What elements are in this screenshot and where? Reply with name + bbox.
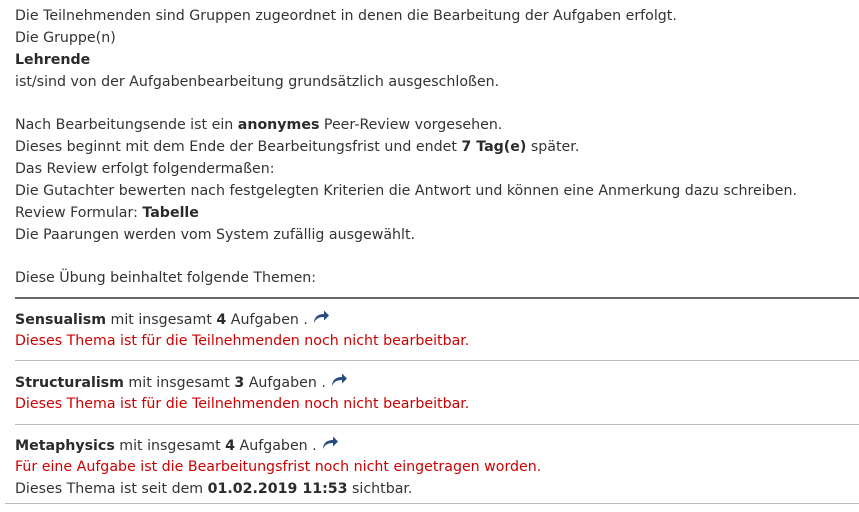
topic-task-count: 4: [216, 312, 227, 328]
topic-task-count: 3: [234, 375, 245, 391]
topic-name: Sensualism: [15, 312, 107, 328]
review-line-anonymous: Nach Bearbeitungsende ist ein anonymes Peer-Review vorgesehen.: [15, 117, 503, 133]
topic-visibility-metaphysics: Dieses Thema ist seit dem 01.02.2019 11:53 sichtbar.: [15, 481, 413, 497]
topic-row-structuralism: Structuralism mit insgesamt 3 Aufgaben .: [15, 372, 348, 393]
topic-status-sensualism: Dieses Thema ist für die Teilnehmenden noch nicht bearbeitbar.: [15, 333, 470, 349]
intro-line-group-label: Die Gruppe(n): [15, 30, 116, 46]
review-line-mode: Das Review erfolgt folgendermaßen:: [15, 161, 275, 177]
topic-status-structuralism: Dieses Thema ist für die Teilnehmenden noch nicht bearbeitbar.: [15, 396, 470, 412]
share-arrow-icon[interactable]: [312, 309, 330, 325]
intro-line-groups: Die Teilnehmenden sind Gruppen zugeordnet in denen die Bearbeitung der Aufgaben erfolgt.: [15, 8, 677, 24]
bottom-separator: [5, 503, 859, 504]
topics-divider: [15, 297, 859, 299]
review-line-criteria: Die Gutachter bewerten nach festgelegten Kriterien die Antwort und können eine Anmerkung dazu schreiben.: [15, 183, 797, 199]
excluded-group-name: Lehrende: [15, 52, 91, 68]
topic-status-metaphysics: Für eine Aufgabe ist die Bearbeitungsfrist noch nicht eingetragen worden.: [15, 459, 542, 475]
topic-row-sensualism: Sensualism mit insgesamt 4 Aufgaben .: [15, 309, 330, 330]
share-arrow-icon[interactable]: [330, 372, 348, 388]
review-line-pairing: Die Paarungen werden vom System zufällig ausgewählt.: [15, 227, 416, 243]
topic-name: Structuralism: [15, 375, 124, 391]
topic-separator: [15, 424, 859, 425]
share-arrow-icon[interactable]: [321, 435, 339, 451]
review-line-duration: Dieses beginnt mit dem Ende der Bearbeitungsfrist und endet 7 Tag(e) später.: [15, 139, 580, 155]
intro-line-excluded: ist/sind von der Aufgabenbearbeitung grundsätzlich ausgeschloßen.: [15, 74, 500, 90]
topics-heading: Diese Übung beinhaltet folgende Themen:: [15, 270, 317, 286]
visibility-date: 01.02.2019 11:53: [207, 481, 348, 497]
review-line-form: Review Formular: Tabelle: [15, 205, 199, 221]
topic-row-metaphysics: Metaphysics mit insgesamt 4 Aufgaben .: [15, 435, 339, 456]
topic-separator: [15, 360, 859, 361]
topic-task-count: 4: [225, 438, 236, 454]
topic-name: Metaphysics: [15, 438, 115, 454]
